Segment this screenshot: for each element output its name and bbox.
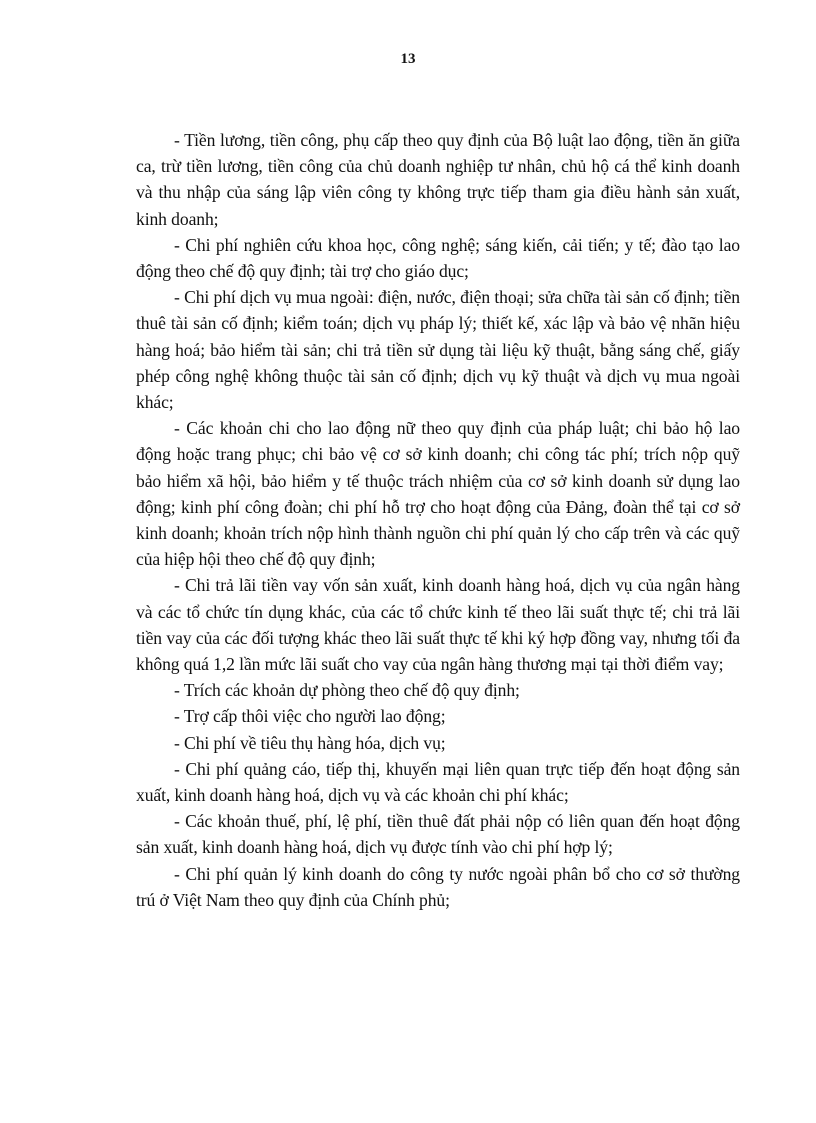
paragraph-provisions: - Trích các khoản dự phòng theo chế độ quy định;	[174, 680, 520, 701]
paragraph-wages: - Tiền lương, tiền công, phụ cấp theo quy định của Bộ luật lao động, tiền ăn giữa ca, trừ tiền lương, tiền công của chủ doanh nghiệp tư nhân, chủ hộ cá thể kinh doanh và thu nhập của sáng lập viên công ty không trực tiếp tham gia điều hành sản xuất, kinh doanh;	[136, 130, 740, 229]
paragraph-severance: - Trợ cấp thôi việc cho người lao động;	[174, 706, 446, 727]
paragraph-sales-costs: - Chi phí về tiêu thụ hàng hóa, dịch vụ;	[174, 732, 446, 753]
body-text	[136, 127, 740, 913]
paragraph-loan-interest: - Chi trả lãi tiền vay vốn sản xuất, kinh doanh hàng hoá, dịch vụ của ngân hàng và các tổ chức tín dụng khác, của các tổ chức kinh tế theo lãi suất thực tế; chi trả lãi tiền vay của các đối tượng khác theo lãi suất thực tế khi ký hợp đồng vay, nhưng tối đa không quá 1,2 lần mức lãi suất cho vay của ngân hàng thương mại tại thời điểm vay;	[136, 575, 740, 675]
paragraph-research-costs: - Chi phí nghiên cứu khoa học, công nghệ; sáng kiến, cải tiến; y tế; đào tạo lao động theo chế độ quy định; tài trợ cho giáo dục;	[136, 234, 740, 282]
paragraph-management-costs: - Chi phí quản lý kinh doanh do công ty nước ngoài phân bổ cho cơ sở thường trú ở Việt Nam theo quy định của Chính phủ;	[136, 863, 740, 910]
paragraph-advertising: - Chi phí quảng cáo, tiếp thị, khuyến mại liên quan trực tiếp đến hoạt động sản xuất, kinh doanh hàng hoá, dịch vụ và các khoản chi phí khác;	[136, 758, 740, 806]
paragraph-outsourced-services: - Chi phí dịch vụ mua ngoài: điện, nước, điện thoại; sửa chữa tài sản cố định; tiền thuê tài sản cố định; kiểm toán; dịch vụ pháp lý; thiết kế, xác lập và bảo vệ nhãn hiệu hàng hoá; bảo hiểm tài sản; chi trả tiền sử dụng tài liệu kỹ thuật, bằng sáng chế, giấy phép công nghệ không thuộc tài sản cố định; dịch vụ kỹ thuật và dịch vụ mua ngoài khác;	[136, 287, 740, 413]
page-number: 13	[400, 51, 416, 67]
paragraph-taxes-fees: - Các khoản thuế, phí, lệ phí, tiền thuê đất phải nộp có liên quan đến hoạt động sản xuất, kinh doanh hàng hoá, dịch vụ được tính vào chi phí hợp lý;	[136, 811, 740, 858]
paragraph-labor-expenses: - Các khoản chi cho lao động nữ theo quy định của pháp luật; chi bảo hộ lao động hoặc trang phục; chi bảo vệ cơ sở kinh doanh; chi công tác phí; trích nộp quỹ bảo hiểm xã hội, bảo hiểm y tế thuộc trách nhiệm của cơ sở kinh doanh sử dụng lao động; kinh phí công đoàn; chi phí hỗ trợ cho hoạt động của Đảng, đoàn thể tại cơ sở kinh doanh; khoản trích nộp hình thành nguồn chi phí quản lý cho cấp trên và các quỹ của hiệp hội theo chế độ quy định;	[136, 418, 740, 570]
